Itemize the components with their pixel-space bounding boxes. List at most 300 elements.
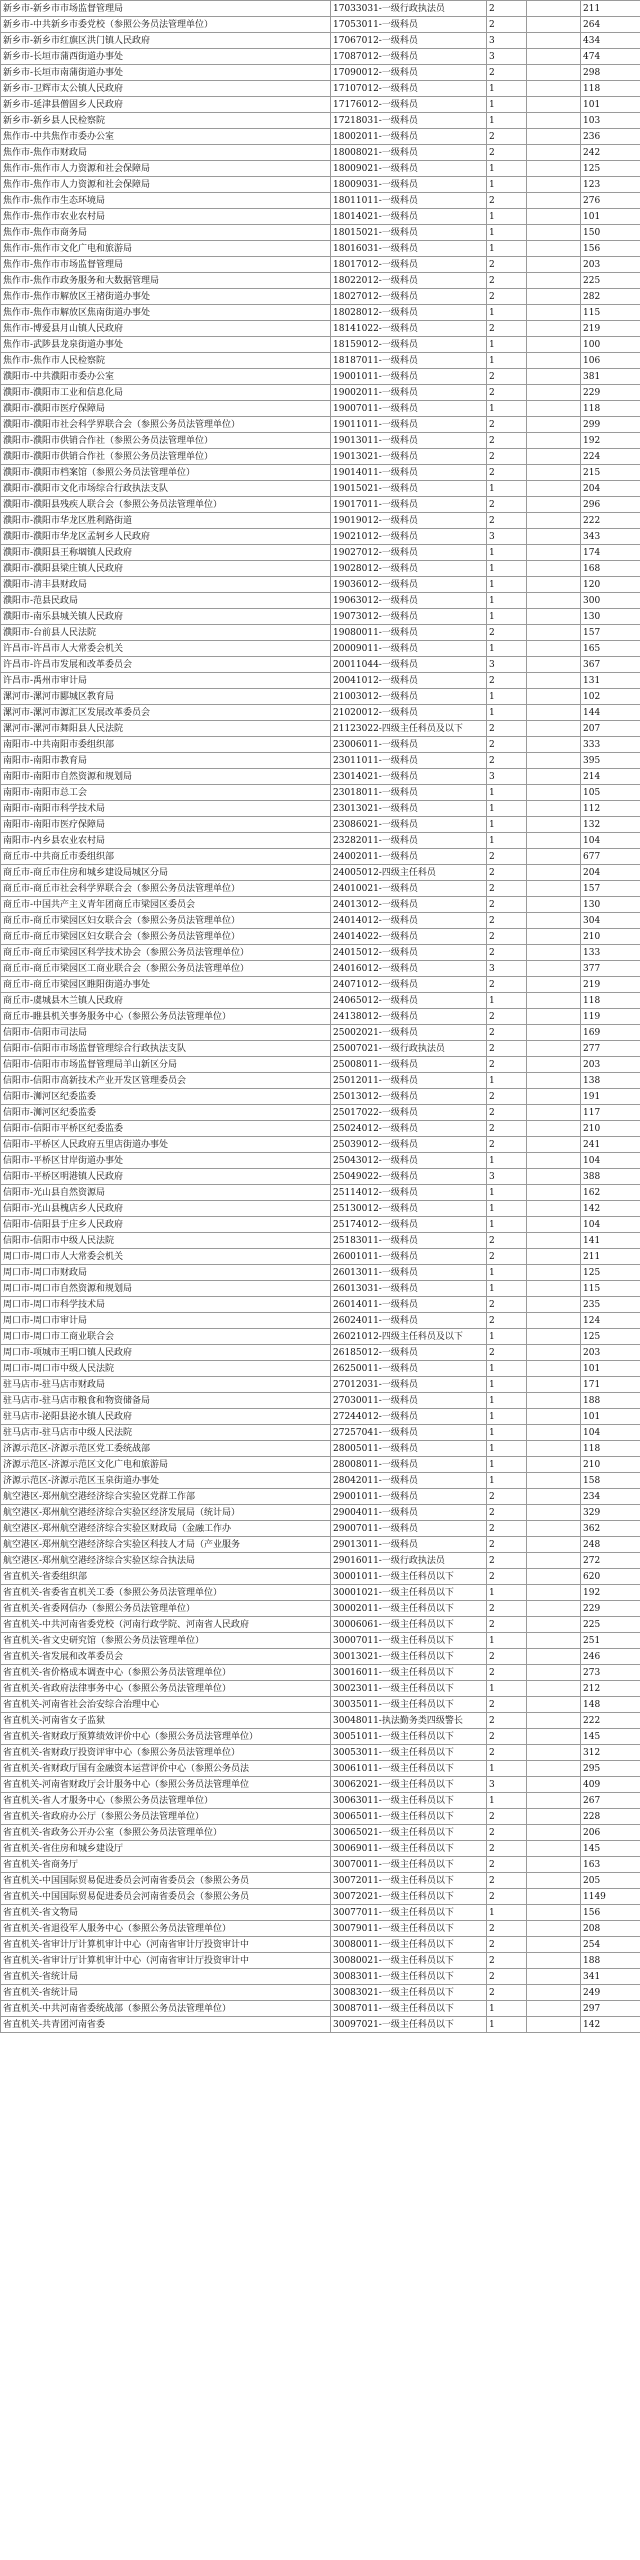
unit-cell: 省直机关-河南省社会治安综合治理中心 (1, 1697, 331, 1713)
recruit-count-cell: 2 (487, 273, 527, 289)
position-code-cell: 17218031-一级科员 (331, 113, 487, 129)
empty-cell (527, 17, 581, 33)
table-row (1, 1185, 640, 1201)
recruit-count-cell: 2 (487, 977, 527, 993)
empty-cell (527, 1025, 581, 1041)
position-code-cell: 30077011-一级主任科员以下 (331, 1905, 487, 1921)
empty-cell (527, 689, 581, 705)
position-code-cell: 27257041-一级科员 (331, 1425, 487, 1441)
empty-cell (527, 257, 581, 273)
empty-cell (527, 369, 581, 385)
position-code-cell: 30080021-一级主任科员以下 (331, 1953, 487, 1969)
applicant-count-cell: 104 (581, 1217, 640, 1233)
unit-cell: 省直机关-省文史研究馆（参照公务员法管理单位） (1, 1633, 331, 1649)
empty-cell (527, 977, 581, 993)
recruit-count-cell: 2 (487, 417, 527, 433)
table-row (1, 497, 640, 513)
unit-cell: 商丘市-睢县机关事务服务中心（参照公务员法管理单位） (1, 1009, 331, 1025)
table-row (1, 1, 640, 17)
applicant-count-cell: 101 (581, 209, 640, 225)
table-row (1, 113, 640, 129)
unit-cell: 航空港区-郑州航空港经济综合实验区综合执法局 (1, 1553, 331, 1569)
position-code-cell: 30007011-一级主任科员以下 (331, 1633, 487, 1649)
unit-cell: 济源示范区-济源示范区党工委统战部 (1, 1441, 331, 1457)
table-row (1, 1425, 640, 1441)
empty-cell (527, 353, 581, 369)
recruit-count-cell: 3 (487, 1777, 527, 1793)
empty-cell (527, 161, 581, 177)
empty-cell (527, 1185, 581, 1201)
table-row (1, 897, 640, 913)
empty-cell (527, 209, 581, 225)
unit-cell: 信阳市-信阳市市场监督管理综合行政执法支队 (1, 1041, 331, 1057)
table-row (1, 145, 640, 161)
position-code-cell: 19021012-一级科员 (331, 529, 487, 545)
applicant-count-cell: 235 (581, 1297, 640, 1313)
unit-cell: 信阳市-光山县自然资源局 (1, 1185, 331, 1201)
empty-cell (527, 529, 581, 545)
applicant-count-cell: 203 (581, 1345, 640, 1361)
empty-cell (527, 1697, 581, 1713)
recruit-count-cell: 2 (487, 1889, 527, 1905)
table-row (1, 625, 640, 641)
recruit-count-cell: 1 (487, 577, 527, 593)
table-row (1, 449, 640, 465)
position-code-cell: 23014021-一级科员 (331, 769, 487, 785)
unit-cell: 省直机关-中共河南省委党校（河南行政学院、河南省人民政府 (1, 1617, 331, 1633)
table-row (1, 289, 640, 305)
applicant-count-cell: 474 (581, 49, 640, 65)
table-row (1, 1681, 640, 1697)
table-row (1, 849, 640, 865)
table-row (1, 1025, 640, 1041)
unit-cell: 焦作市-焦作市解放区焦南街道办事处 (1, 305, 331, 321)
recruit-count-cell: 2 (487, 1601, 527, 1617)
empty-cell (527, 1841, 581, 1857)
applicant-count-cell: 381 (581, 369, 640, 385)
recruit-count-cell: 2 (487, 1345, 527, 1361)
position-code-cell: 25002021-一级科员 (331, 1025, 487, 1041)
applicant-count-cell: 222 (581, 513, 640, 529)
unit-cell: 信阳市-信阳市平桥区纪委监委 (1, 1121, 331, 1137)
recruit-count-cell: 1 (487, 1905, 527, 1921)
empty-cell (527, 1809, 581, 1825)
position-code-cell: 30065021-一级主任科员以下 (331, 1825, 487, 1841)
applicant-count-cell: 188 (581, 1953, 640, 1969)
applicant-count-cell: 104 (581, 1425, 640, 1441)
unit-cell: 省直机关-省政府法律事务中心（参照公务员法管理单位） (1, 1681, 331, 1697)
unit-cell: 南阳市-南阳市总工会 (1, 785, 331, 801)
table-row (1, 1745, 640, 1761)
recruit-count-cell: 2 (487, 881, 527, 897)
applicant-count-cell: 236 (581, 129, 640, 145)
unit-cell: 商丘市-商丘市梁园区工商业联合会（参照公务员法管理单位） (1, 961, 331, 977)
empty-cell (527, 1297, 581, 1313)
unit-cell: 濮阳市-南乐县城关镇人民政府 (1, 609, 331, 625)
applicant-count-cell: 102 (581, 689, 640, 705)
unit-cell: 省直机关-省商务厅 (1, 1857, 331, 1873)
empty-cell (527, 289, 581, 305)
table-row (1, 1825, 640, 1841)
table-row (1, 225, 640, 241)
recruit-count-cell: 1 (487, 561, 527, 577)
empty-cell (527, 1905, 581, 1921)
position-code-cell: 30035011-一级主任科员以下 (331, 1697, 487, 1713)
recruit-count-cell: 2 (487, 449, 527, 465)
unit-cell: 济源示范区-济源示范区玉泉街道办事处 (1, 1473, 331, 1489)
applicant-count-cell: 105 (581, 785, 640, 801)
position-code-cell: 30013021-一级主任科员以下 (331, 1649, 487, 1665)
recruit-count-cell: 2 (487, 625, 527, 641)
position-code-cell: 17067012-一级科员 (331, 33, 487, 49)
recruit-count-cell: 1 (487, 1633, 527, 1649)
recruit-count-cell: 2 (487, 1041, 527, 1057)
position-code-cell: 18014021-一级科员 (331, 209, 487, 225)
applicant-count-cell: 123 (581, 177, 640, 193)
recruit-count-cell: 2 (487, 1137, 527, 1153)
table-row (1, 1137, 640, 1153)
empty-cell (527, 513, 581, 529)
applicant-count-cell: 191 (581, 1089, 640, 1105)
table-row (1, 17, 640, 33)
recruit-count-cell: 1 (487, 177, 527, 193)
applicant-count-cell: 115 (581, 305, 640, 321)
position-code-cell: 17107012-一级科员 (331, 81, 487, 97)
recruit-count-cell: 1 (487, 225, 527, 241)
unit-cell: 信阳市-光山县槐店乡人民政府 (1, 1201, 331, 1217)
empty-cell (527, 225, 581, 241)
recruit-count-cell: 2 (487, 1553, 527, 1569)
unit-cell: 省直机关-省委网信办（参照公务员法管理单位） (1, 1601, 331, 1617)
table-row (1, 1329, 640, 1345)
recruit-count-cell: 2 (487, 913, 527, 929)
empty-cell (527, 401, 581, 417)
recruit-count-cell: 1 (487, 1473, 527, 1489)
recruit-count-cell: 1 (487, 1329, 527, 1345)
applicant-count-cell: 104 (581, 833, 640, 849)
position-code-cell: 18011011-一级科员 (331, 193, 487, 209)
position-code-cell: 30048011-执法勤务类四级警长 (331, 1713, 487, 1729)
unit-cell: 商丘市-中共商丘市委组织部 (1, 849, 331, 865)
position-code-cell: 30002011-一级主任科员以下 (331, 1601, 487, 1617)
empty-cell (527, 337, 581, 353)
table-row (1, 1281, 640, 1297)
unit-cell: 焦作市-焦作市人民检察院 (1, 353, 331, 369)
empty-cell (527, 1153, 581, 1169)
applicant-count-cell: 204 (581, 481, 640, 497)
table-row (1, 1121, 640, 1137)
table-row (1, 401, 640, 417)
table-row (1, 385, 640, 401)
unit-cell: 航空港区-郑州航空港经济综合实验区党群工作部 (1, 1489, 331, 1505)
recruit-count-cell: 2 (487, 1697, 527, 1713)
position-code-cell: 23282011-一级科员 (331, 833, 487, 849)
unit-cell: 商丘市-虞城县木兰镇人民政府 (1, 993, 331, 1009)
table-row (1, 353, 640, 369)
applicant-count-cell: 144 (581, 705, 640, 721)
table-row (1, 641, 640, 657)
recruit-count-cell: 3 (487, 33, 527, 49)
applicant-count-cell: 192 (581, 1585, 640, 1601)
position-code-cell: 23011011-一级科员 (331, 753, 487, 769)
applicant-count-cell: 388 (581, 1169, 640, 1185)
position-code-cell: 25130012-一级科员 (331, 1201, 487, 1217)
table-row (1, 737, 640, 753)
table-row (1, 1969, 640, 1985)
table-row (1, 1089, 640, 1105)
position-code-cell: 18022012-一级科员 (331, 273, 487, 289)
recruit-count-cell: 1 (487, 401, 527, 417)
applicant-count-cell: 277 (581, 1041, 640, 1057)
applicant-count-cell: 142 (581, 1201, 640, 1217)
applicant-count-cell: 138 (581, 1073, 640, 1089)
unit-cell: 省直机关-省财政厅投资评审中心（参照公务员法管理单位） (1, 1745, 331, 1761)
position-code-cell: 30083021-一级主任科员以下 (331, 1985, 487, 2001)
position-code-cell: 21003012-一级科员 (331, 689, 487, 705)
position-code-cell: 19063012-一级科员 (331, 593, 487, 609)
unit-cell: 焦作市-焦作市财政局 (1, 145, 331, 161)
table-row (1, 593, 640, 609)
table-row (1, 561, 640, 577)
applicant-count-cell: 118 (581, 1441, 640, 1457)
empty-cell (527, 817, 581, 833)
recruit-count-cell: 2 (487, 721, 527, 737)
table-row (1, 1953, 640, 1969)
empty-cell (527, 1217, 581, 1233)
applicant-count-cell: 130 (581, 897, 640, 913)
position-code-cell: 24002011-一级科员 (331, 849, 487, 865)
applicant-count-cell: 156 (581, 1905, 640, 1921)
recruit-count-cell: 2 (487, 1921, 527, 1937)
table-row (1, 65, 640, 81)
recruit-count-cell: 1 (487, 1377, 527, 1393)
applicant-count-cell: 101 (581, 97, 640, 113)
unit-cell: 省直机关-省统计局 (1, 1985, 331, 2001)
recruit-count-cell: 1 (487, 1073, 527, 1089)
position-code-cell: 18187011-一级科员 (331, 353, 487, 369)
applicant-count-cell: 251 (581, 1633, 640, 1649)
position-code-cell: 29001011-一级科员 (331, 1489, 487, 1505)
table-row (1, 1233, 640, 1249)
applicant-count-cell: 276 (581, 193, 640, 209)
applicant-count-cell: 273 (581, 1665, 640, 1681)
empty-cell (527, 545, 581, 561)
table-row (1, 1473, 640, 1489)
recruit-count-cell: 1 (487, 1441, 527, 1457)
table-row (1, 1937, 640, 1953)
applicant-count-cell: 118 (581, 81, 640, 97)
table-row (1, 1393, 640, 1409)
empty-cell (527, 593, 581, 609)
empty-cell (527, 801, 581, 817)
unit-cell: 省直机关-河南省女子监狱 (1, 1713, 331, 1729)
empty-cell (527, 49, 581, 65)
position-code-cell: 20011044-一级科员 (331, 657, 487, 673)
unit-cell: 濮阳市-濮阳市华龙区胜利路街道 (1, 513, 331, 529)
unit-cell: 南阳市-南阳市自然资源和规划局 (1, 769, 331, 785)
recruit-count-cell: 1 (487, 1761, 527, 1777)
position-code-cell: 19028012-一级科员 (331, 561, 487, 577)
applicant-count-cell: 434 (581, 33, 640, 49)
empty-cell (527, 865, 581, 881)
applicant-count-cell: 131 (581, 673, 640, 689)
table-row (1, 81, 640, 97)
table-row (1, 1905, 640, 1921)
recruit-count-cell: 2 (487, 1249, 527, 1265)
recruit-count-cell: 1 (487, 1281, 527, 1297)
unit-cell: 濮阳市-濮阳市社会科学界联合会（参照公务员法管理单位） (1, 417, 331, 433)
table-row (1, 33, 640, 49)
unit-cell: 焦作市-焦作市生态环境局 (1, 193, 331, 209)
recruit-count-cell: 1 (487, 609, 527, 625)
position-code-cell: 19073012-一级科员 (331, 609, 487, 625)
empty-cell (527, 1473, 581, 1489)
empty-cell (527, 1921, 581, 1937)
recruit-count-cell: 1 (487, 241, 527, 257)
unit-cell: 信阳市-浉河区纪委监委 (1, 1089, 331, 1105)
recruit-count-cell: 1 (487, 1265, 527, 1281)
position-code-cell: 27030011-一级科员 (331, 1393, 487, 1409)
empty-cell (527, 1729, 581, 1745)
empty-cell (527, 1857, 581, 1873)
empty-cell (527, 145, 581, 161)
applicant-count-cell: 104 (581, 1153, 640, 1169)
empty-cell (527, 1345, 581, 1361)
applicant-count-cell: 343 (581, 529, 640, 545)
applicant-count-cell: 210 (581, 1121, 640, 1137)
applicant-count-cell: 224 (581, 449, 640, 465)
recruit-count-cell: 2 (487, 737, 527, 753)
applicant-count-cell: 171 (581, 1377, 640, 1393)
position-code-cell: 19013011-一级科员 (331, 433, 487, 449)
recruit-count-cell: 1 (487, 2017, 527, 2033)
applicant-count-cell: 101 (581, 1361, 640, 1377)
table-row (1, 241, 640, 257)
position-code-cell: 25114012-一级科员 (331, 1185, 487, 1201)
unit-cell: 新乡市-卫辉市太公镇人民政府 (1, 81, 331, 97)
position-code-cell: 17090012-一级科员 (331, 65, 487, 81)
empty-cell (527, 1985, 581, 2001)
unit-cell: 省直机关-省价格成本调查中心（参照公务员法管理单位） (1, 1665, 331, 1681)
position-code-cell: 19014011-一级科员 (331, 465, 487, 481)
empty-cell (527, 1393, 581, 1409)
empty-cell (527, 1649, 581, 1665)
recruit-count-cell: 1 (487, 305, 527, 321)
recruit-count-cell: 2 (487, 1521, 527, 1537)
recruit-count-cell: 2 (487, 1649, 527, 1665)
unit-cell: 濮阳市-濮阳县梁庄镇人民政府 (1, 561, 331, 577)
empty-cell (527, 1441, 581, 1457)
table-row (1, 257, 640, 273)
recruit-count-cell: 2 (487, 17, 527, 33)
applicant-count-cell: 165 (581, 641, 640, 657)
table-row (1, 1649, 640, 1665)
recruit-count-cell: 1 (487, 1409, 527, 1425)
position-code-cell: 26185012-一级科员 (331, 1345, 487, 1361)
recruit-count-cell: 2 (487, 193, 527, 209)
applicant-count-cell: 228 (581, 1809, 640, 1825)
empty-cell (527, 129, 581, 145)
position-code-cell: 24014022-一级科员 (331, 929, 487, 945)
empty-cell (527, 1505, 581, 1521)
position-code-cell: 24014012-一级科员 (331, 913, 487, 929)
recruit-count-cell: 1 (487, 81, 527, 97)
applicant-count-cell: 163 (581, 1857, 640, 1873)
empty-cell (527, 1201, 581, 1217)
empty-cell (527, 1937, 581, 1953)
recruit-count-cell: 1 (487, 1185, 527, 1201)
table-row (1, 1441, 640, 1457)
unit-cell: 商丘市-商丘市梁园区妇女联合会（参照公务员法管理单位） (1, 929, 331, 945)
position-code-cell: 19002011-一级科员 (331, 385, 487, 401)
table-row (1, 1761, 640, 1777)
recruit-count-cell: 3 (487, 529, 527, 545)
unit-cell: 焦作市-焦作市文化广电和旅游局 (1, 241, 331, 257)
recruit-count-cell: 1 (487, 593, 527, 609)
table-row (1, 1537, 640, 1553)
applicant-count-cell: 125 (581, 161, 640, 177)
unit-cell: 周口市-项城市王明口镇人民政府 (1, 1345, 331, 1361)
recruit-count-cell: 2 (487, 1569, 527, 1585)
unit-cell: 省直机关-省统计局 (1, 1969, 331, 1985)
applicant-count-cell: 272 (581, 1553, 640, 1569)
applicant-count-cell: 208 (581, 1921, 640, 1937)
empty-cell (527, 1617, 581, 1633)
position-code-cell: 30023011-一级主任科员以下 (331, 1681, 487, 1697)
recruit-count-cell: 2 (487, 257, 527, 273)
table-row (1, 1249, 640, 1265)
recruit-count-cell: 2 (487, 65, 527, 81)
recruit-count-cell: 2 (487, 1233, 527, 1249)
table-row (1, 1265, 640, 1281)
recruit-count-cell: 2 (487, 513, 527, 529)
empty-cell (527, 2001, 581, 2017)
position-code-cell: 18002011-一级科员 (331, 129, 487, 145)
applicant-count-cell: 130 (581, 609, 640, 625)
unit-cell: 省直机关-省财政厅预算绩效评价中心（参照公务员法管理单位） (1, 1729, 331, 1745)
applicant-count-cell: 234 (581, 1489, 640, 1505)
table-row (1, 1985, 640, 2001)
position-code-cell: 24010021-一级科员 (331, 881, 487, 897)
applicant-count-cell: 118 (581, 993, 640, 1009)
empty-cell (527, 1361, 581, 1377)
recruit-count-cell: 2 (487, 849, 527, 865)
empty-cell (527, 993, 581, 1009)
table-row (1, 1521, 640, 1537)
position-code-cell: 25013012-一级科员 (331, 1089, 487, 1105)
unit-cell: 省直机关-共青团河南省委 (1, 2017, 331, 2033)
table-row (1, 673, 640, 689)
table-row (1, 1633, 640, 1649)
position-code-cell: 29007011-一级科员 (331, 1521, 487, 1537)
recruit-count-cell: 1 (487, 1457, 527, 1473)
table-row (1, 273, 640, 289)
unit-cell: 信阳市-平桥区人民政府五里店街道办事处 (1, 1137, 331, 1153)
applicant-count-cell: 115 (581, 1281, 640, 1297)
recruit-count-cell: 2 (487, 1665, 527, 1681)
empty-cell (527, 849, 581, 865)
table-row (1, 321, 640, 337)
empty-cell (527, 97, 581, 113)
unit-cell: 南阳市-南阳市医疗保障局 (1, 817, 331, 833)
unit-cell: 驻马店市-驻马店市财政局 (1, 1377, 331, 1393)
recruit-count-cell: 1 (487, 785, 527, 801)
table-row (1, 1489, 640, 1505)
recruit-count-cell: 1 (487, 337, 527, 353)
table-row (1, 961, 640, 977)
unit-cell: 航空港区-郑州航空港经济综合实验区科技人才局（产业服务 (1, 1537, 331, 1553)
position-code-cell: 18009021-一级科员 (331, 161, 487, 177)
